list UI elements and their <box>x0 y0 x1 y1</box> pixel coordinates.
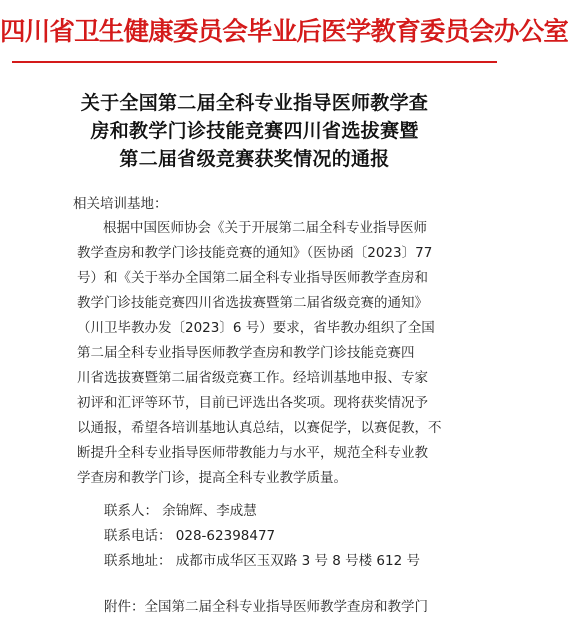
contact-address: 联系地址： 成都市成华区玉双路 3 号 8 号楼 612 号 <box>104 553 420 569</box>
title-line: 房和教学门诊技能竞赛四川省选拔赛暨 <box>90 120 419 142</box>
body-line: 教学查房和教学门诊技能竞赛的通知》（医协函〔2023〕77 <box>77 245 433 261</box>
letterhead-red-rule <box>12 61 497 63</box>
contact-phone: 联系电话： 028-62398477 <box>104 528 276 544</box>
attachment-line: 附件：全国第二届全科专业指导医师教学查房和教学门 <box>104 599 428 615</box>
body-line: 初评和汇评等环节，目前已评选出各奖项。现将获奖情况予 <box>77 395 428 411</box>
contact-people: 联系人： 余锦辉、李成慧 <box>104 503 257 519</box>
body-line: 第二届全科专业指导医师教学查房和教学门诊技能竞赛四 <box>77 345 415 361</box>
body-line: 号）和《关于举办全国第二届全科专业指导医师教学查房和 <box>77 270 428 286</box>
body-line: 根据中国医师协会《关于开展第二届全科专业指导医师 <box>103 220 427 236</box>
body-line: （川卫毕教办发〔2023〕6 号）要求，省毕教办组织了全国 <box>77 320 435 336</box>
body-line: 断提升全科专业指导医师带教能力与水平，规范全科专业教 <box>77 445 428 461</box>
body-line: 川省选拔赛暨第二届省级竞赛工作。经培训基地申报、专家 <box>77 370 428 386</box>
salutation: 相关培训基地： <box>73 196 168 212</box>
title-line: 关于全国第二届全科专业指导医师教学查 <box>80 92 429 114</box>
body-paragraph <box>77 216 487 491</box>
body-line: 学查房和教学门诊，提高全科专业教学质量。 <box>77 470 347 486</box>
title-line: 第二届省级竞赛获奖情况的通报 <box>119 148 390 170</box>
contact-block <box>104 499 420 574</box>
letterhead-org-name: 四川省卫生健康委员会毕业后医学教育委员会办公室 <box>0 17 568 47</box>
document-title <box>0 89 509 173</box>
body-line: 以通报，希望各培训基地认真总结，以赛促学，以赛促教，不 <box>77 420 442 436</box>
body-line: 教学门诊技能竞赛四川省选拔赛暨第二届省级竞赛的通知》 <box>77 295 428 311</box>
